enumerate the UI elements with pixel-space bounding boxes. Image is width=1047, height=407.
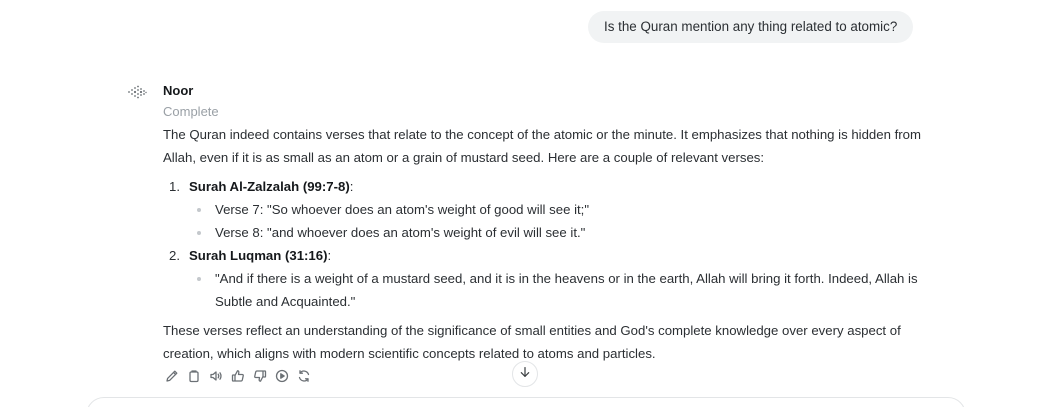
assistant-message <box>163 123 923 365</box>
verse-text: "And if there is a weight of a mustard seed, and it is in the heavens or in the earth, Allah will bring it forth. Indeed, Allah is Subtle and Acquainted." <box>215 271 918 309</box>
surah-title: Surah Luqman (31:16) <box>189 248 328 263</box>
verse-list <box>163 175 923 313</box>
user-message-text: Is the Quran mention any thing related to atomic? <box>604 19 898 34</box>
bullet-dot <box>197 231 201 235</box>
list-number: 1. <box>169 179 180 194</box>
list-item <box>189 198 923 221</box>
list-item <box>163 175 923 244</box>
edit-icon[interactable] <box>164 368 180 384</box>
thumbs-down-icon[interactable] <box>252 368 268 384</box>
regenerate-icon[interactable] <box>296 368 312 384</box>
thumbs-up-icon[interactable] <box>230 368 246 384</box>
title-suffix: : <box>327 248 332 263</box>
scroll-down-button[interactable] <box>512 361 538 387</box>
message-intro: The Quran indeed contains verses that relate to the concept of the atomic or the minute. It emphasizes that nothing is hidden from Allah, even if it is as small as an atom or a grain of mustard seed. Here are a couple of relevant verses: <box>163 127 921 165</box>
verse-text: Verse 7: "So whoever does an atom's weight of good will see it;" <box>215 202 590 217</box>
copy-icon[interactable] <box>186 368 202 384</box>
play-circle-icon[interactable] <box>274 368 290 384</box>
sparkle-dots-icon <box>127 84 147 100</box>
arrow-down-icon <box>518 365 532 384</box>
assistant-name: Noor <box>163 83 194 98</box>
message-actions <box>164 368 312 384</box>
speaker-icon[interactable] <box>208 368 224 384</box>
list-item <box>163 244 923 313</box>
bullet-dot <box>197 277 201 281</box>
response-status: Complete <box>163 104 219 119</box>
sub-list <box>189 267 923 313</box>
message-composer[interactable] <box>86 397 966 407</box>
surah-title: Surah Al-Zalzalah (99:7-8) <box>189 179 350 194</box>
sub-list <box>189 198 923 244</box>
user-message-bubble <box>588 11 913 43</box>
list-item <box>189 221 923 244</box>
list-item <box>189 267 923 313</box>
list-number: 2. <box>169 248 180 263</box>
title-suffix: : <box>349 179 354 194</box>
verse-text: Verse 8: "and whoever does an atom's weight of evil will see it." <box>215 225 586 240</box>
message-outro: These verses reflect an understanding of the significance of small entities and God's complete knowledge over every aspect of creation, which aligns with modern scientific concepts related to atoms and particles. <box>163 323 901 361</box>
bullet-dot <box>197 208 201 212</box>
